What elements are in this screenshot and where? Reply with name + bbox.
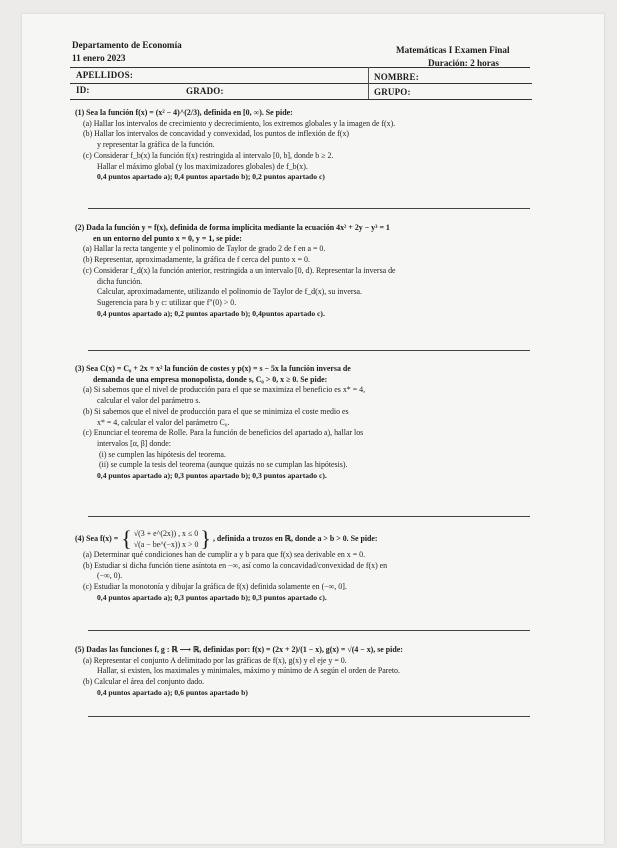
q3-title: (3) Sea C(x) = C₀ + 2x + x² la función de costes y p(x) = s − 5x la función inversa de (75, 364, 351, 373)
question-3 (75, 364, 545, 482)
q1-part-b: (b) Hallar los intervalos de concavidad y convexidad, los puntos de inflexión de f(x) (83, 129, 350, 139)
question-4 (75, 528, 545, 604)
q4-left-brace: { (121, 526, 132, 551)
q4-piece-1: √(3 + e^(2x)) , x ≤ 0 (133, 529, 199, 538)
q3-part-a-cont: calcular el valor del parámetro s. (97, 396, 201, 406)
q1-part-b-cont: y representar la gráfica de la función. (97, 140, 215, 150)
q3-part-c-cont: intervalos [α, β] donde: (97, 438, 171, 448)
q3-part-b: (b) Si sabemos que el nivel de producción para el que se minimiza el coste medio es (83, 406, 349, 416)
form-bottom-rule (70, 99, 532, 100)
question-2 (75, 223, 545, 319)
question-1 (75, 108, 545, 183)
q4-part-a: (a) Determinar qué condiciones han de cumplir a y b para que f(x) sea derivable en x = 0. (83, 550, 366, 559)
q1-part-c: (c) Considerar f_b(x) la función f(x) restringida al intervalo [0, b], donde b ≥ 2. (83, 150, 334, 160)
q4-title (75, 528, 545, 550)
q2-title-cont: en un entorno del punto x = 0, y = 1, se pide: (93, 233, 242, 243)
form-top-rule (70, 67, 530, 68)
q4-part-c: (c) Estudiar la monotonía y dibujar la gráfica de f(x) definida solamente en (−∞, 0]. (83, 582, 347, 592)
q2-hint: Sugerencia para b y c: utilizar que f″(0) > 0. (97, 297, 237, 307)
q1-points: 0,4 puntos apartado a); 0,4 puntos apartado b); 0,2 puntos apartado c) (97, 172, 325, 182)
q2-part-b: (b) Representar, aproximadamente, la gráfica de f cerca del punto x = 0. (83, 255, 310, 265)
q5-part-a-cont: Hallar, si existen, los maximales y minimales, máximo y mínimo de A según el orden de Pareto. (97, 666, 400, 676)
q3-part-a: (a) Si sabemos que el nivel de producción para el que se maximiza el beneficio es x* = 4, (83, 385, 366, 395)
q2-separator (88, 350, 530, 351)
q3-title-cont: demanda de una empresa monopolista, donde s, C₀ > 0, x ≥ 0. Se pide: (93, 374, 328, 384)
q4-tail: , definida a trozos en ℝ, donde a > b > 0. Se pide: (212, 533, 378, 543)
exam-duration: Duración: 2 horas (428, 58, 499, 68)
q2-part-a: (a) Hallar la recta tangente y el polinomio de Taylor de grado 2 de f en a = 0. (83, 244, 326, 254)
department-name: Departamento de Economía (72, 40, 182, 50)
q2-title: (2) Dada la función y = f(x), definida de forma implícita mediante la ecuación 4x² + 2y − y³ = 1 (75, 223, 390, 232)
q4-lead: (4) Sea f(x) = (75, 533, 119, 543)
q3-part-c-ii: (ii) se cumple la tesis del teorema (aunque quizás no se cumplan las hipótesis). (99, 460, 348, 470)
grupo-label: GRUPO: (374, 87, 411, 97)
q1-part-a: (a) Hallar los intervalos de crecimiento y decrecimiento, los extremos globales y la imagen de f(x). (83, 118, 396, 128)
q1-title: (1) Sea la función f(x) = (x² − 4)^(2/3), definida en [0, ∞). Se pide: (75, 108, 293, 117)
q2-points: 0,4 puntos apartado a); 0,2 puntos apartado b); 0,4puntos apartado c). (97, 308, 325, 318)
id-label: ID: (76, 85, 90, 95)
q4-right-brace: } (200, 526, 211, 551)
q4-piece-2: √(a − be^(−x)) x > 0 (133, 540, 199, 549)
q5-part-a: (a) Representar el conjunto A delimitado por las gráficas de f(x), g(x) y el eje y = 0. (83, 655, 347, 665)
q4-points: 0,4 puntos apartado a); 0,3 puntos apartado b); 0,3 puntos apartado c). (97, 592, 327, 602)
q4-pieces (134, 528, 199, 550)
q2-part-c-cont: dicha función. (97, 276, 143, 286)
q3-part-c-i: (i) se cumplen las hipótesis del teorema. (99, 449, 226, 459)
apellidos-label: APELLIDOS: (76, 70, 134, 80)
form-mid-rule (70, 83, 532, 84)
q5-points: 0,4 puntos apartado a); 0,6 puntos apartado b) (97, 687, 248, 697)
q2-part-c: (c) Considerar f_d(x) la función anterior, restringida a un intervalo [0, d). Representar la inversa de (83, 265, 396, 275)
q3-part-b-cont: x* = 4, calcular el valor del parámetro C₀. (97, 417, 230, 427)
exam-title: Matemáticas I Examen Final (396, 45, 510, 55)
question-5 (75, 645, 545, 699)
q2-part-c-calc: Calcular, aproximadamente, utilizando el polinomio de Taylor de f_d(x), su inversa. (97, 287, 362, 297)
grado-label: GRADO: (186, 86, 224, 96)
q1-part-c-cont: Hallar el máximo global (y los maximizadores globales) de f_b(x). (97, 161, 308, 171)
q5-part-b: (b) Calcular el área del conjunto dado. (83, 677, 205, 687)
q1-separator (88, 208, 530, 209)
form-divider (368, 67, 369, 99)
q3-part-c: (c) Enunciar el teorema de Rolle. Para la función de beneficios del apartado a), hallar los (83, 428, 364, 438)
q4-separator (88, 630, 530, 631)
q3-points: 0,4 puntos apartado a); 0,3 puntos apartado b); 0,3 puntos apartado c). (97, 471, 327, 481)
exam-date: 11 enero 2023 (72, 53, 126, 63)
q5-separator (88, 716, 530, 717)
q4-part-b: (b) Estudiar si dicha función tiene asíntota en −∞, así como la concavidad/convexidad de f(x) en (83, 560, 388, 570)
q3-separator (88, 516, 530, 517)
q4-part-b-cont: (−∞, 0). (97, 571, 123, 581)
nombre-label: NOMBRE: (374, 72, 419, 82)
q5-title: (5) Dadas las funciones f, g : ℝ ⟶ ℝ, definidas por: f(x) = (2x + 2)/(1 − x), g(x) = √(4 − x), se pide: (75, 645, 403, 654)
